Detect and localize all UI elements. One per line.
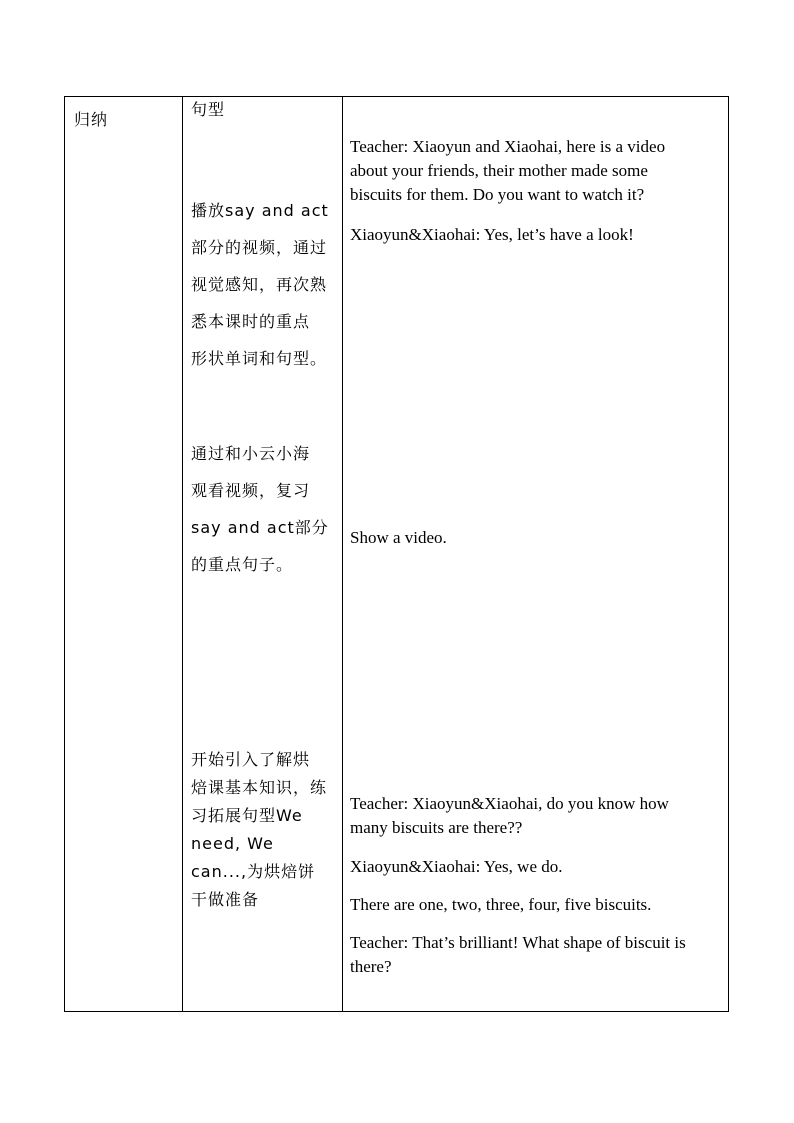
dialogue-count-biscuits: There are one, two, three, four, five biscuits. [350,895,652,914]
dialogue-teacher-video: Teacher: Xiaoyun and Xiaohai, here is a video about your friends, their mother made some biscuits for them. Do you want to watch it? [350,137,666,204]
column-divider-2 [342,97,343,1011]
dialogue-students-look: Xiaoyun&Xiaohai: Yes, let’s have a look! [350,225,634,244]
column-divider-1 [182,97,183,1011]
stage-label: 归纳 [74,110,109,129]
dialogue-teacher-shape: Teacher: That’s brilliant! What shape of biscuit is there? [350,933,686,976]
focus-note-review: 通过和小云小海 观看视频，复习 say and act部分 的重点句子。 [191,444,329,574]
focus-note-baking: 开始引入了解烘 焙课基本知识，练 习拓展句型We need, We can...,为烘焙饼 干做准备 [191,750,328,909]
dialogue-show-video: Show a video. [350,528,447,547]
dialogue-teacher-count: Teacher: Xiaoyun&Xiaohai, do you know how many biscuits are there?? [350,794,669,837]
dialogue-students-yes: Xiaoyun&Xiaohai: Yes, we do. [350,857,563,876]
focus-note-video: 播放say and act 部分的视频，通过 视觉感知，再次熟 悉本课时的重点 形状单词和句型。 [191,201,329,368]
focus-heading: 句型 [191,100,226,119]
